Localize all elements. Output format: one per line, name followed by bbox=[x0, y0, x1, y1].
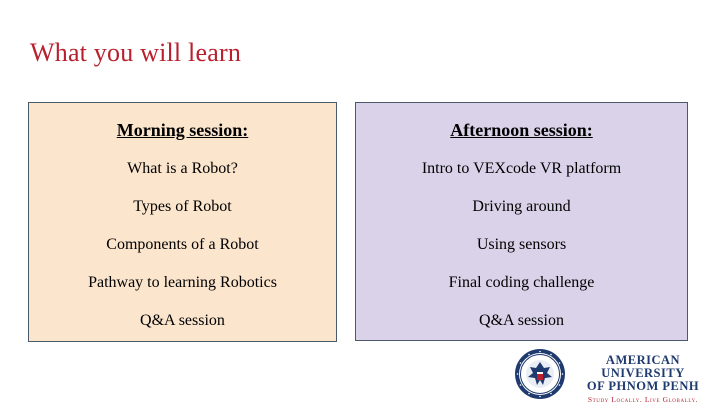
list-item: Driving around bbox=[472, 198, 571, 215]
morning-session-list bbox=[88, 141, 277, 330]
list-item: Q&A session bbox=[140, 312, 225, 329]
morning-session-heading: Morning session: bbox=[116, 120, 249, 140]
slide-title: What you will learn bbox=[30, 38, 242, 67]
list-item: Components of a Robot bbox=[106, 236, 259, 253]
logo-wordmark bbox=[570, 354, 716, 404]
list-item: Q&A session bbox=[479, 312, 564, 329]
logo-tagline: Study Locally. Live Globally. bbox=[587, 395, 699, 404]
list-item: Using sensors bbox=[476, 236, 567, 253]
list-item: Final coding challenge bbox=[448, 274, 595, 291]
list-item: Intro to VEXcode VR platform bbox=[421, 160, 622, 177]
list-item: Types of Robot bbox=[133, 198, 232, 215]
university-seal-icon bbox=[514, 348, 566, 400]
afternoon-session-heading: Afternoon session: bbox=[450, 120, 593, 140]
list-item: Pathway to learning Robotics bbox=[88, 274, 277, 291]
list-item: What is a Robot? bbox=[127, 160, 238, 177]
logo-line-1: AMERICAN UNIVERSITY bbox=[601, 353, 685, 380]
afternoon-session-box bbox=[355, 102, 688, 341]
afternoon-session-list bbox=[422, 141, 621, 330]
logo-line-2: OF PHNOM PENH bbox=[586, 379, 700, 393]
university-logo bbox=[514, 348, 714, 404]
morning-session-box bbox=[28, 102, 337, 342]
